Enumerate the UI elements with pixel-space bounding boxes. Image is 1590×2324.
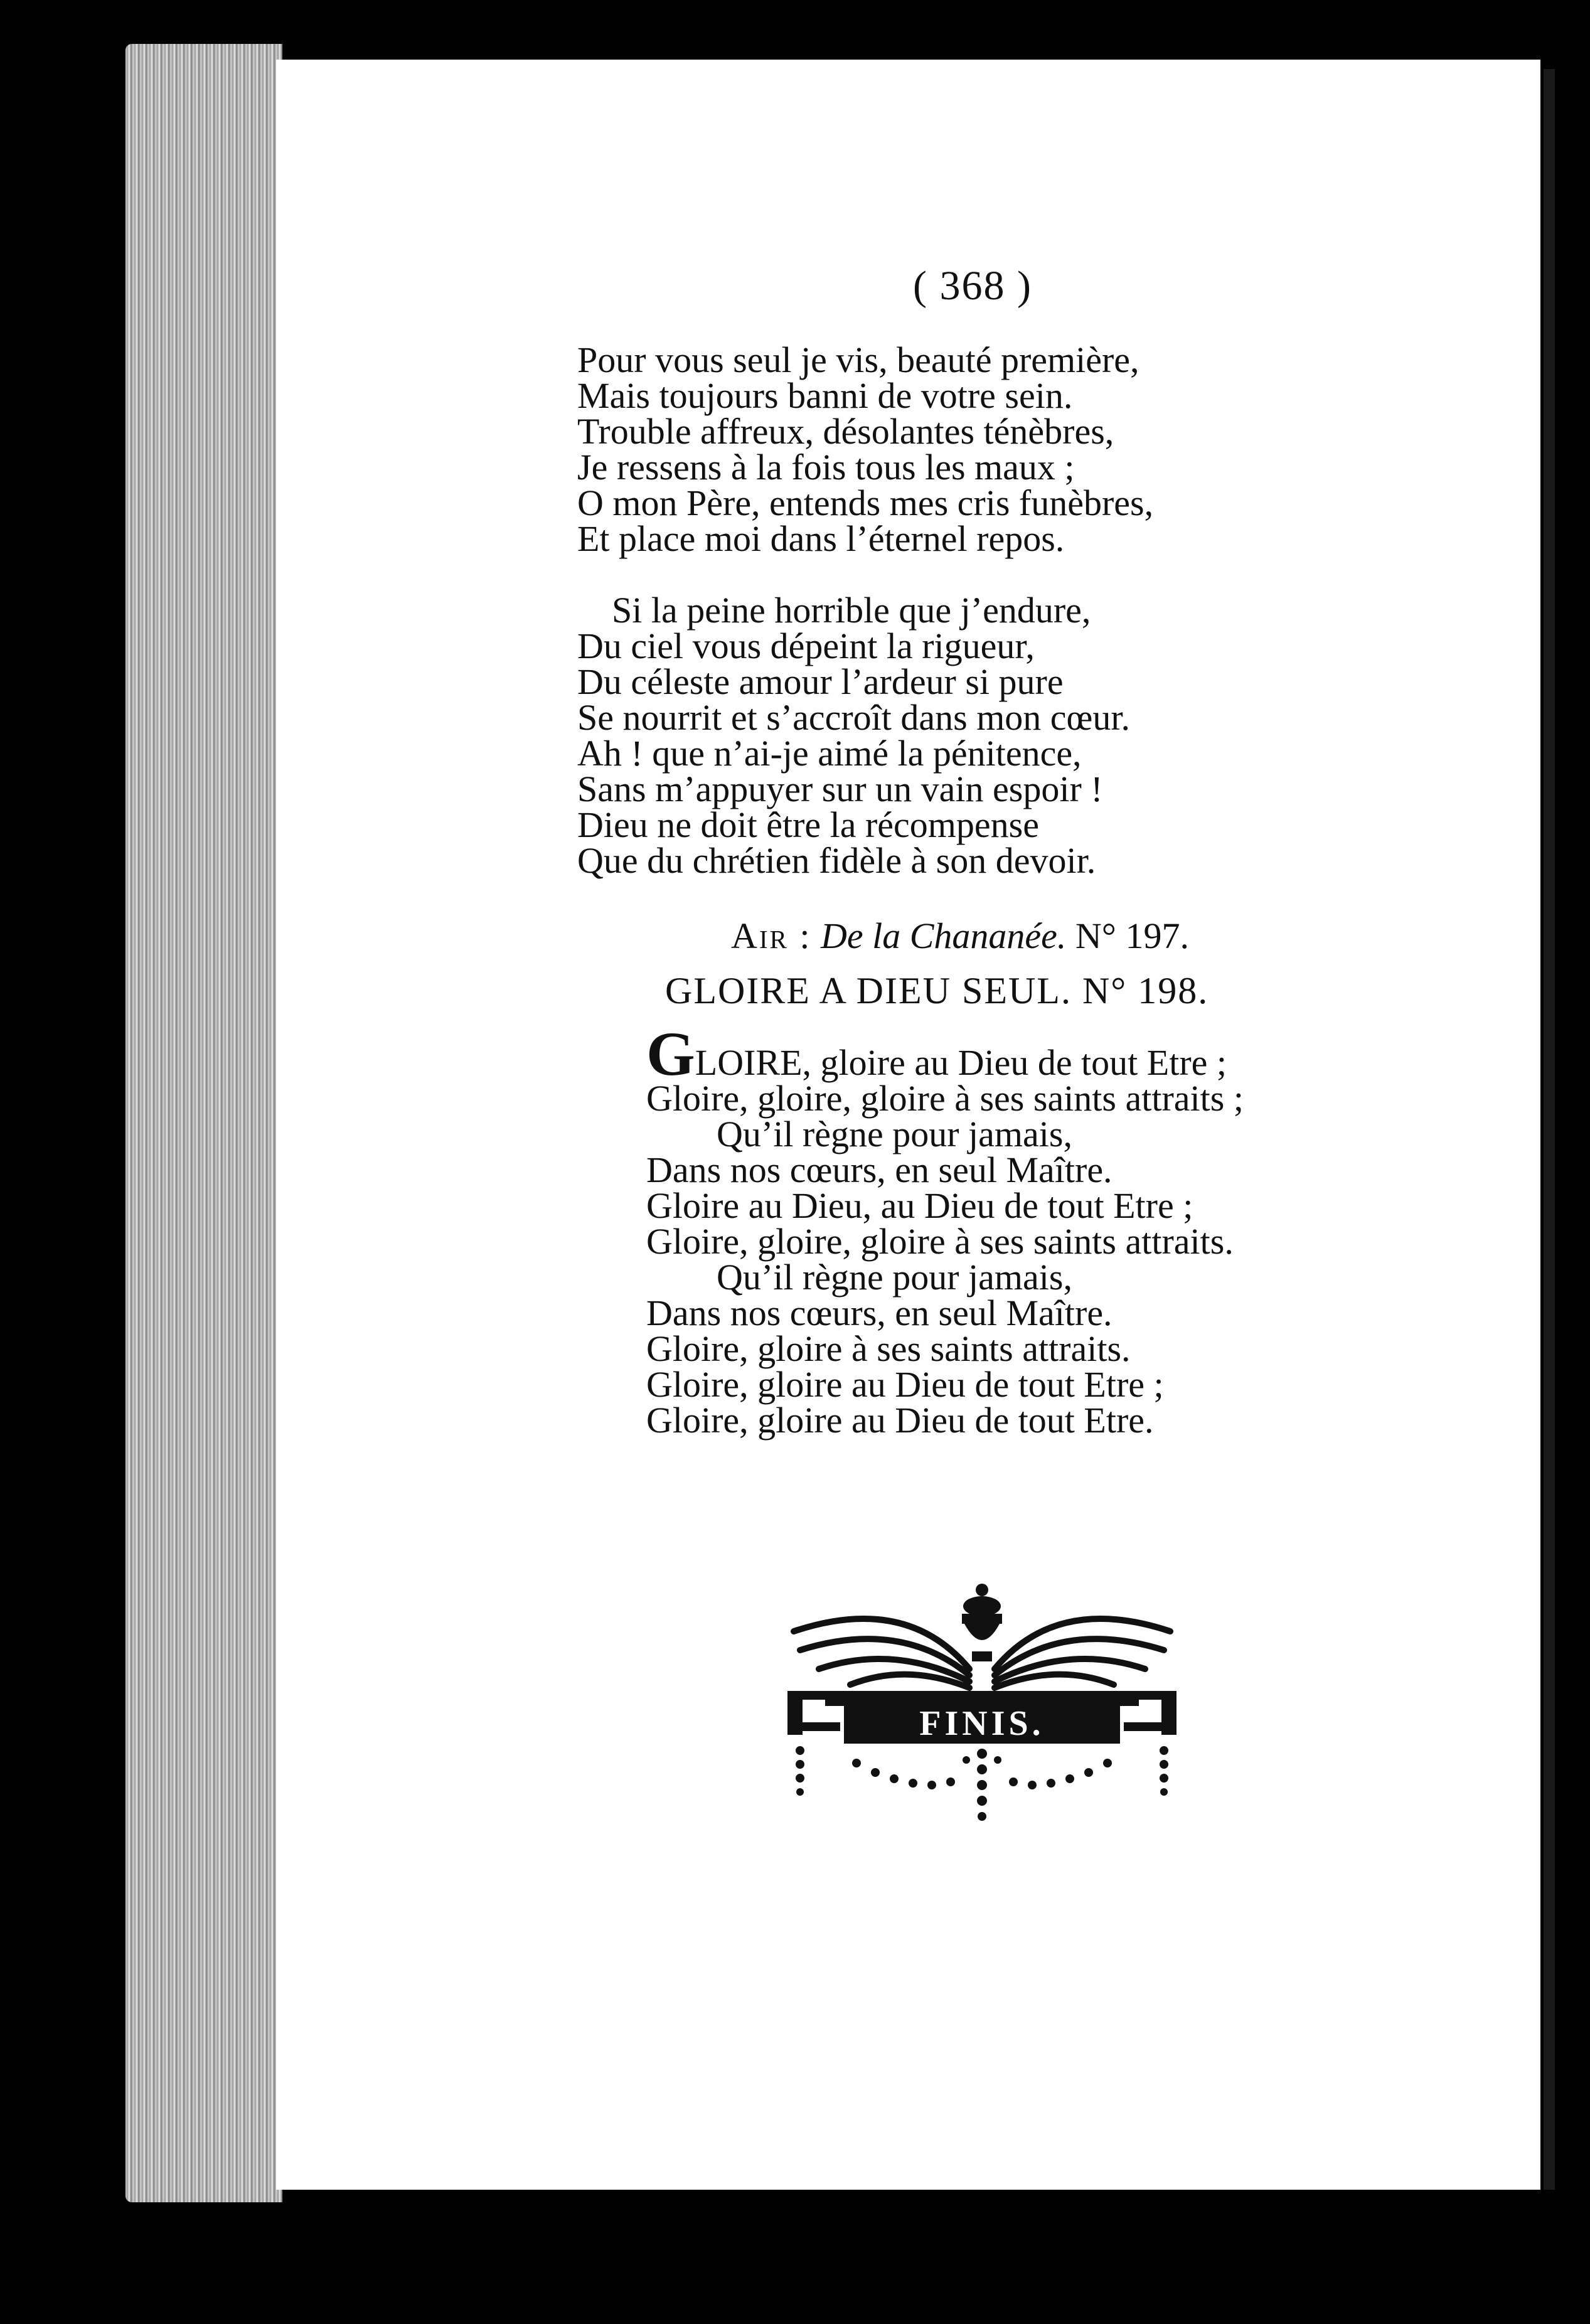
- stanza-2: [577, 590, 1131, 881]
- verse-line: Que du chrétien fidèle à son devoir.: [577, 840, 1096, 881]
- verse-line: O mon Père, entends mes cris funèbres,: [577, 482, 1154, 523]
- verse-line: Gloire, gloire au Dieu de tout Etre.: [646, 1400, 1154, 1441]
- hymn-stanza: [646, 1019, 1244, 1441]
- verse-line: Du ciel vous dépeint la rigueur,: [577, 626, 1035, 666]
- verse-line: Gloire au Dieu, au Dieu de tout Etre ;: [646, 1185, 1193, 1226]
- verse-line: Mais toujours banni de votre sein.: [577, 375, 1073, 416]
- verse-line: Dieu ne doit être la récompense: [577, 804, 1039, 845]
- facing-page-edge: [1544, 69, 1555, 2190]
- first-line-rest: LOIRE, gloire au Dieu de tout Etre ;: [695, 1042, 1227, 1083]
- verse-line: Si la peine horrible que j’endure,: [612, 590, 1091, 631]
- stanza-1: [577, 339, 1154, 559]
- page-number: ( 368 ): [913, 263, 1032, 309]
- verse-line: Dans nos cœurs, en seul Maître.: [646, 1293, 1112, 1333]
- ornament-text: FINIS.: [919, 1704, 1045, 1743]
- verse-line: Et place moi dans l’éternel repos.: [577, 518, 1065, 559]
- verse-line: Je ressens à la fois tous les maux ;: [577, 447, 1075, 488]
- verse-line: Qu’il règne pour jamais,: [717, 1257, 1072, 1298]
- book-page-edges: [125, 44, 282, 2202]
- verse-line: Ah ! que n’ai-je aimé la pénitence,: [577, 733, 1082, 774]
- air-label: Air :: [731, 915, 812, 956]
- hymn-heading: GLOIRE A DIEU SEUL. N° 198.: [665, 970, 1209, 1011]
- air-number: N° 197.: [1075, 915, 1190, 956]
- air-line: [731, 915, 1189, 957]
- verse-line: Se nourrit et s’accroît dans mon cœur.: [577, 697, 1131, 738]
- verse-line: Gloire, gloire à ses saints attraits.: [646, 1328, 1131, 1369]
- verse-line: Pour vous seul je vis, beauté première,: [577, 339, 1139, 380]
- verse-line: Sans m’appuyer sur un vain espoir !: [577, 769, 1103, 809]
- verse-line: Gloire, gloire au Dieu de tout Etre ;: [646, 1364, 1164, 1405]
- verse-line: Dans nos cœurs, en seul Maître.: [646, 1149, 1112, 1190]
- finis-ornament: [781, 1581, 1183, 1832]
- verse-line: Du céleste amour l’ardeur si pure: [577, 661, 1064, 702]
- verse-line: Gloire, gloire, gloire à ses saints attraits.: [646, 1221, 1234, 1262]
- drop-cap: G: [646, 1019, 695, 1089]
- verse-line: Gloire, gloire, gloire à ses saints attraits ;: [646, 1078, 1244, 1119]
- verse-line: [646, 1019, 1244, 1089]
- verse-line: Qu’il règne pour jamais,: [717, 1114, 1072, 1154]
- verse-line: Trouble affreux, désolantes ténèbres,: [577, 411, 1114, 452]
- air-title: De la Chananée.: [821, 915, 1067, 956]
